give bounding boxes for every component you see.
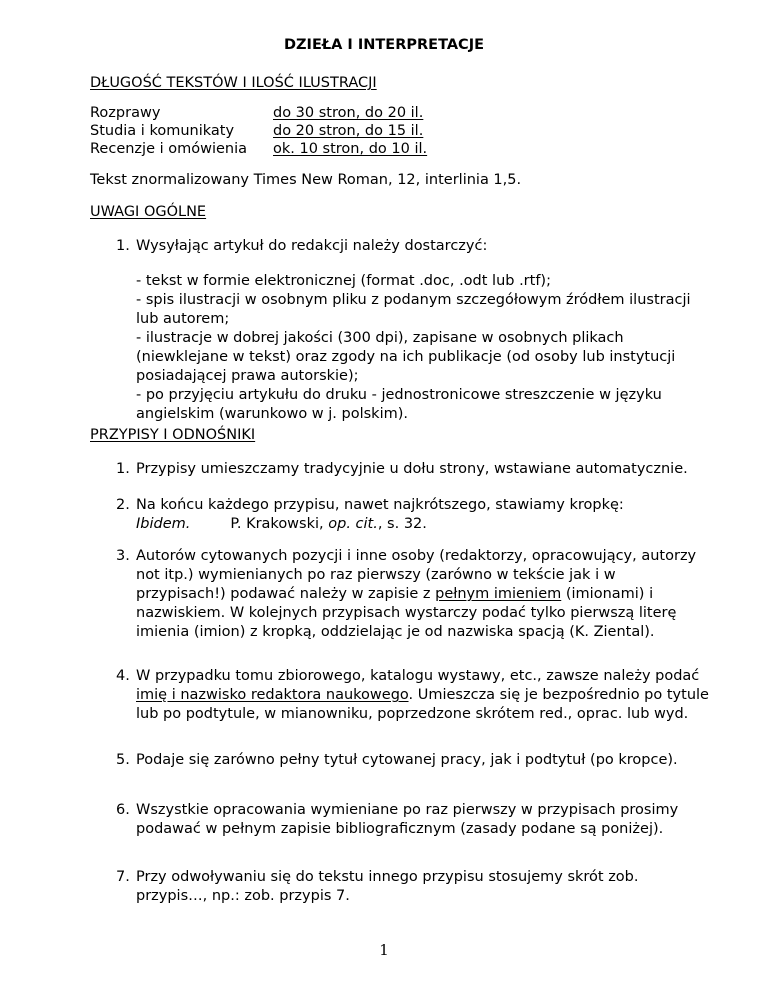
list-number: 4. — [116, 668, 130, 684]
text-line: Przy odwoływaniu się do tekstu innego przypisu stosujemy skrót zob. — [136, 869, 639, 885]
text-line: Na końcu każdego przypisu, nawet najkrótszego, stawiamy kropkę: — [136, 497, 624, 513]
list-item-text — [136, 547, 696, 642]
text-fragment: . Umieszcza się je bezpośrednio po tytule — [408, 687, 709, 703]
list-number: 6. — [116, 802, 130, 818]
page-number: 1 — [379, 941, 389, 959]
example-ibidem: Ibidem. — [136, 516, 191, 532]
footnote-example — [136, 515, 696, 534]
list-item-text — [136, 237, 696, 256]
list-item-text — [136, 496, 696, 534]
text-line: Autorów cytowanych pozycji i inne osoby (redaktorzy, opracowujący, autorzy — [136, 548, 697, 564]
requirements-list — [136, 272, 696, 424]
text-line: lub autorem; — [136, 311, 230, 327]
text-line: podawać w pełnym zapisie bibliograficznym (zasady podane są poniżej). — [136, 821, 664, 837]
list-item-text — [136, 667, 709, 724]
length-row-value: do 20 stron, do 15 il. — [273, 123, 424, 139]
text-line: (niewklejane w tekst) oraz zgody na ich publikacje (od osoby lub instytucji — [136, 349, 676, 365]
example-opcit: op. cit. — [328, 516, 378, 532]
footnotes-heading: PRZYPISY I ODNOŚNIKI — [90, 427, 256, 443]
text-line: Przypisy umieszczamy tradycyjnie u dołu strony, wstawiane automatycznie. — [136, 461, 688, 477]
text-line: lub po podtytule, w mianowniku, poprzedzone skrótem red., oprac. lub wyd. — [136, 706, 689, 722]
text-line: imienia (imion) z kropką, oddzielając je od nazwiska spacją (K. Ziental). — [136, 624, 655, 640]
text-line: W przypadku tomu zbiorowego, katalogu wystawy, etc., zawsze należy podać — [136, 668, 700, 684]
text-line: Wszystkie opracowania wymieniane po raz pierwszy w przypisach prosimy — [136, 802, 679, 818]
text-line: - spis ilustracji w osobnym pliku z podanym szczegółowym źródłem ilustracji — [136, 292, 691, 308]
page-title: DZIEŁA I INTERPRETACJE — [284, 37, 484, 53]
length-row-value: ok. 10 stron, do 10 il. — [273, 141, 428, 157]
text-line: not itp.) wymienianych po raz pierwszy (zarówno w tekście jak i w — [136, 567, 616, 583]
length-row-label: Recenzje i omówienia — [90, 141, 248, 157]
example-page: , s. 32. — [377, 516, 427, 532]
list-number: 1. — [116, 238, 130, 254]
list-item-text — [136, 460, 696, 479]
text-line: angielskim (warunkowo w j. polskim). — [136, 406, 408, 422]
text-fragment: (imionami) i — [561, 586, 654, 602]
text-line: - po przyjęciu artykułu do druku - jednostronicowe streszczenie w języku — [136, 387, 662, 403]
text-fragment: przypisach!) podawać należy w zapisie z — [136, 586, 436, 602]
length-row-label: Studia i komunikaty — [90, 123, 235, 139]
text-line: - ilustracje w dobrej jakości (300 dpi), zapisane w osobnych plikach — [136, 330, 624, 346]
list-number: 2. — [116, 497, 130, 513]
length-heading: DŁUGOŚĆ TEKSTÓW I ILOŚĆ ILUSTRACJI — [90, 75, 377, 91]
text-line: - tekst w formie elektronicznej (format .doc, .odt lub .rtf); — [136, 273, 551, 289]
text-line: przypis…, np.: zob. przypis 7. — [136, 888, 350, 904]
list-item-text — [136, 801, 696, 839]
list-number: 7. — [116, 869, 130, 885]
length-row-label: Rozprawy — [90, 105, 161, 121]
list-number: 3. — [116, 548, 130, 564]
underlined-phrase: imię i nazwisko redaktora naukowego — [136, 687, 409, 703]
text-line: Podaje się zarówno pełny tytuł cytowanej pracy, jak i podtytuł (po kropce). — [136, 752, 678, 768]
underlined-phrase: pełnym imieniem — [435, 586, 562, 602]
text-line: nazwiskiem. W kolejnych przypisach wystarczy podać tylko pierwszą literę — [136, 605, 677, 621]
text-line: posiadającej prawa autorskie); — [136, 368, 359, 384]
list-number: 5. — [116, 752, 130, 768]
length-row-value: do 30 stron, do 20 il. — [273, 105, 424, 121]
text-line: Wysyłając artykuł do redakcji należy dostarczyć: — [136, 238, 488, 254]
list-item-text — [136, 751, 696, 770]
list-item-text — [136, 868, 696, 906]
example-author: P. Krakowski, — [230, 516, 329, 532]
format-note: Tekst znormalizowany Times New Roman, 12, interlinia 1,5. — [90, 172, 522, 188]
general-heading: UWAGI OGÓLNE — [90, 204, 207, 220]
list-number: 1. — [116, 461, 130, 477]
text-line — [136, 585, 696, 604]
text-line — [136, 686, 709, 705]
